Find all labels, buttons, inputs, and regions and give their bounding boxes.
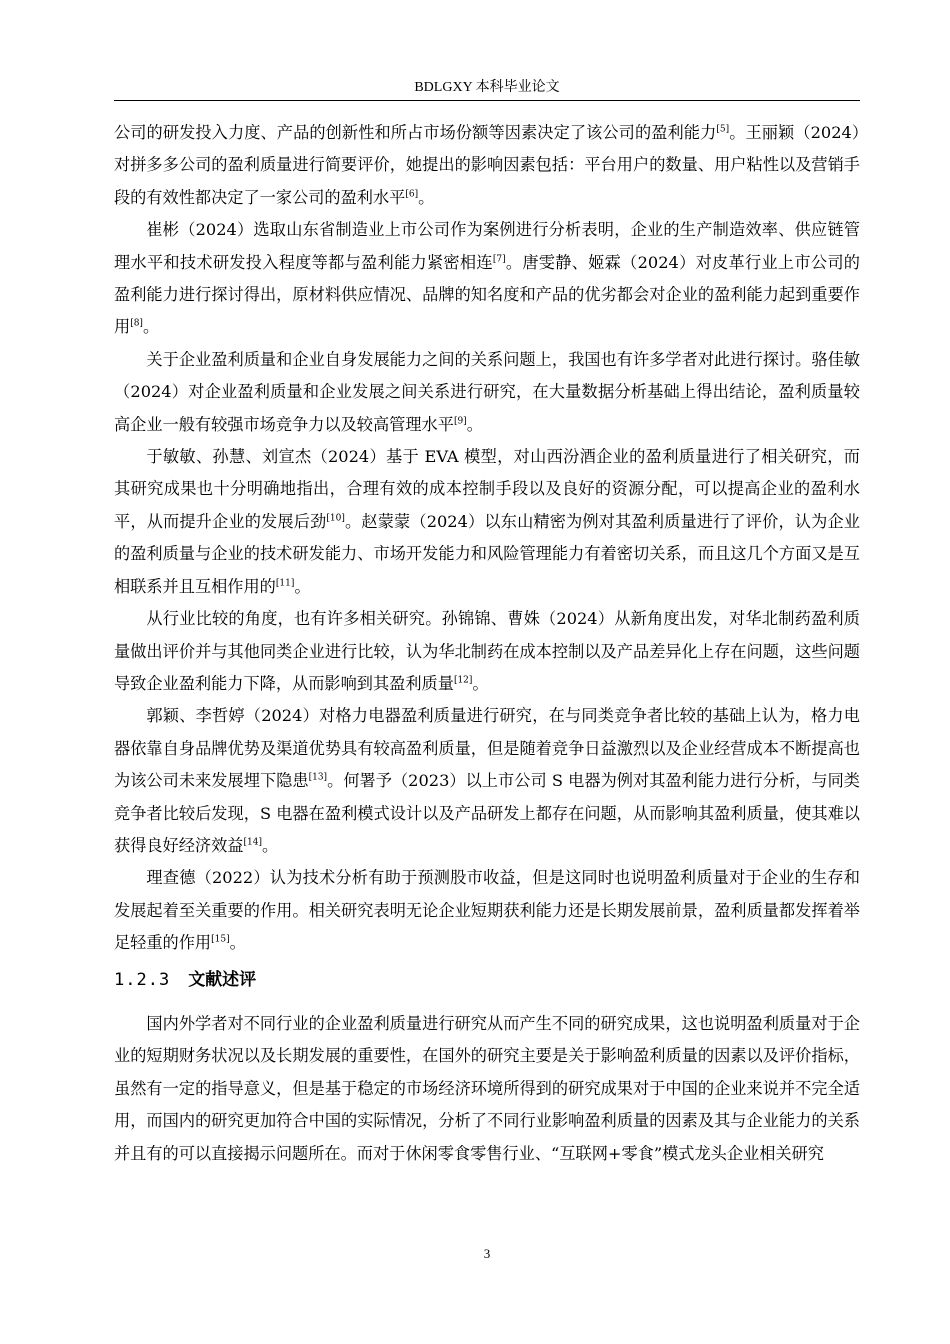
paragraph	[114, 214, 860, 344]
citation-ref: [5]	[716, 124, 730, 135]
section-title: 文献述评	[188, 970, 257, 990]
citation-ref: [9]	[453, 416, 467, 427]
paragraph-text: 。赵蒙蒙（2024）以东山精密为例对其盈利质量进行了评价，认为企业的盈利质量与企业的技术研发能力、市场开发能力和风险管理能力有着密切关系，而且这几个方面又是互相联系并且互相作用的	[114, 511, 860, 596]
paragraph-text: 关于企业盈利质量和企业自身发展能力之间的关系问题上，我国也有许多学者对此进行探讨。骆佳敏（2024）对企业盈利质量和企业发展之间关系进行研究，在大量数据分析基础上得出结论，盈利质量较高企业一般有较强市场竞争力以及较高管理水平	[114, 349, 860, 434]
paragraph-text: 从行业比较的角度，也有许多相关研究。孙锦锦、曹姝（2024）从新角度出发，对华北制药盈利质量做出评价并与其他同类企业进行比较，认为华北制药在成本控制以及产品差异化上存在问题，这些问题导致企业盈利能力下降，从而影响到其盈利质量	[114, 609, 860, 693]
paragraph	[114, 603, 860, 700]
citation-ref: [7]	[492, 254, 506, 265]
paragraph	[114, 441, 860, 603]
citation-ref: [8]	[130, 319, 143, 330]
citation-ref: [10]	[326, 513, 345, 524]
paragraph-text: 于敏敏、孙慧、刘宣杰（2024）基于 EVA 模型，对山西汾酒企业的盈利质量进行了相关研究，而其研究成果也十分明确地指出，合理有效的成本控制手段以及良好的资源分配，可以提高企业的盈利水平，从而提升企业的发展后劲	[114, 447, 860, 531]
paragraph-text: 。唐雯静、姬霖（2024）对皮革行业上市公司的盈利能力进行探讨得出，原材料供应情况、品牌的知名度和产品的优劣都会对企业的盈利能力起到重要作用	[114, 252, 860, 337]
citation-ref: [12]	[453, 675, 473, 686]
body-text-lower	[114, 1008, 860, 1170]
paragraph-text: 公司的研发投入力度、产品的创新性和所占市场份额等因素决定了该公司的盈利能力	[114, 123, 717, 142]
running-header: BDLGXY 本科毕业论文	[414, 80, 560, 95]
paragraph-text: 。何署予（2023）以上市公司 S 电器为例对其盈利能力进行分析，与同类竞争者比较后发现，S 电器在盈利模式设计以及产品研发上都存在问题，从而影响其盈利质量，使其难以获得良好经济效益	[114, 771, 860, 855]
paragraph-text: 。	[294, 576, 311, 596]
paragraph-text: 。	[261, 835, 279, 855]
paragraph	[114, 344, 860, 441]
paragraph	[114, 1008, 860, 1170]
citation-ref: [14]	[243, 837, 262, 848]
citation-ref: [15]	[211, 934, 230, 945]
paragraph-text: 。王丽颖（2024）对拼多多公司的盈利质量进行简要评价，她提出的影响因素包括：平台用户的数量、用户粘性以及营销手段的有效性都决定了一家公司的盈利水平	[114, 123, 860, 207]
paragraph-text: 。	[229, 933, 246, 953]
paragraph-text: 。	[472, 673, 489, 693]
citation-ref: [11]	[275, 578, 295, 589]
header-rule	[114, 100, 860, 101]
paragraph	[114, 117, 860, 214]
paragraph-text: 郭颖、李哲婷（2024）对格力电器盈利质量进行研究，在与同类竞争者比较的基础上认为，格力电器依靠自身品牌优势及渠道优势具有较高盈利质量，但是随着竞争日益激烈以及企业经营成本不断提高也为该公司未来发展埋下隐患	[114, 706, 860, 791]
citation-ref: [6]	[405, 189, 419, 200]
paragraph	[114, 700, 860, 862]
paragraph-text: 理查德（2022）认为技术分析有助于预测股市收益，但是这同时也说明盈利质量对于企业的生存和发展起着至关重要的作用。相关研究表明无论企业短期获利能力还是长期发展前景，盈利质量都发挥着举足轻重的作用	[114, 868, 860, 953]
paragraph	[114, 862, 860, 959]
paragraph-text: 国内外学者对不同行业的企业盈利质量进行研究从而产生不同的研究成果，这也说明盈利质量对于企业的短期财务状况以及长期发展的重要性，在国外的研究主要是关于影响盈利质量的因素以及评价指标，虽然有一定的指导意义，但是基于稳定的市场经济环境所得到的研究成果对于中国的企业来说并不完全适用，而国内的研究更加符合中国的实际情况，分析了不同行业影响盈利质量的因素及其与企业能力的关系并且有的可以直接揭示问题所在。而对于休闲零食零售行业、“互联网+零食”模式龙头企业相关研究	[114, 1014, 860, 1163]
section-heading	[114, 964, 256, 996]
body-text-upper	[114, 117, 860, 960]
section-number: 1.2.3	[114, 970, 171, 990]
page-number: 3	[483, 1246, 491, 1261]
paragraph-text: 。	[418, 187, 435, 207]
paragraph-text: 。	[466, 414, 483, 434]
paragraph-text: 。	[142, 317, 160, 337]
citation-ref: [13]	[308, 772, 328, 783]
paragraph-text: 崔彬（2024）选取山东省制造业上市公司作为案例进行分析表明，企业的生产制造效率、供应链管理水平和技术研发投入程度等都与盈利能力紧密相连	[114, 220, 860, 272]
